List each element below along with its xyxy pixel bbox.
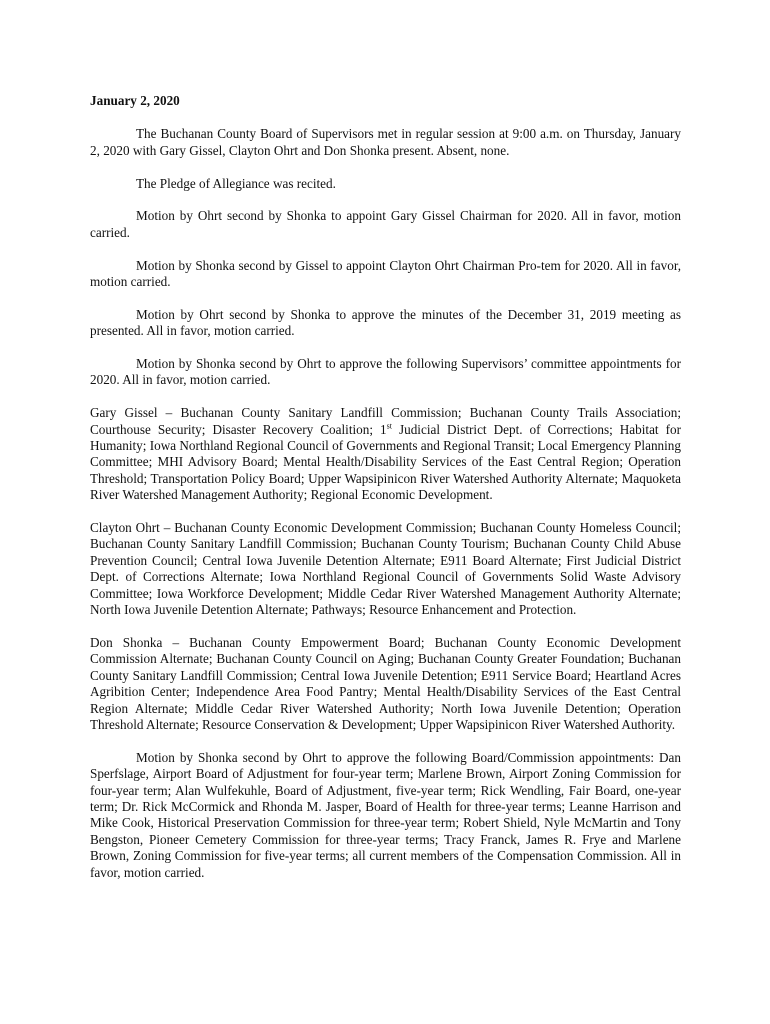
meeting-date: January 2, 2020 <box>90 93 180 108</box>
chairman-pro-tem-motion: Motion by Shonka second by Gissel to appoint Clayton Ohrt Chairman Pro-tem for 2020. All in favor, motion carried. <box>90 257 681 290</box>
gissel-assignments <box>90 405 681 503</box>
shonka-assignments: Don Shonka – Buchanan County Empowerment Board; Buchanan County Economic Development Commission Alternate; Buchanan County Council on Aging; Buchanan County Greater Foundation; Buchanan County Sanitary Landfill Commission; Central Iowa Juvenile Detention; E911 Service Board; Heartland Acres Agribition Center; Independence Area Food Pantry; Mental Health/Disability Services of the East Central Region Alternate; Middle Cedar River Watershed Authority; North Iowa Juvenile Detention; Operation Threshold Alternate; Resource Conservation & Development; Upper Wapsipinicon River Watershed Authority. <box>90 634 681 732</box>
minutes-approval-motion: Motion by Ohrt second by Shonka to approve the minutes of the December 31, 2019 meeting as presented. All in favor, motion carried. <box>90 306 681 339</box>
session-opening: The Buchanan County Board of Supervisors met in regular session at 9:00 a.m. on Thursday, January 2, 2020 with Gary Gissel, Clayton Ohrt and Don Shonka present. Absent, none. <box>90 126 681 158</box>
chairman-motion: Motion by Ohrt second by Shonka to appoint Gary Gissel Chairman for 2020. All in favor, motion carried. <box>90 208 681 240</box>
minutes-page <box>90 93 681 897</box>
ohrt-assignments: Clayton Ohrt – Buchanan County Economic Development Commission; Buchanan County Homeless Council; Buchanan County Sanitary Landfill Commission; Buchanan County Tourism; Buchanan County Child Abuse Prevention Council; Central Iowa Juvenile Detention Alternate; E911 Board Alternate; First Judicial District Dept. of Corrections Alternate; Iowa Northland Regional Council of Governments Solid Waste Advisory Committee; Iowa Workforce Development; Middle Cedar River Watershed Management Authority Alternate; North Iowa Juvenile Detention Alternate; Pathways; Resource Enhancement and Protection. <box>90 520 681 618</box>
ordinal-suffix: st <box>386 421 392 431</box>
gissel-assignments-part1: Gary Gissel – Buchanan County Sanitary Landfill Commission; Buchanan County Trails Association; Courthouse Security; Disaster Recovery Coalition; 1 <box>90 405 681 437</box>
board-appointments-motion: Motion by Shonka second by Ohrt to approve the following Board/Commission appointments: Dan Sperfslage, Airport Board of Adjustment for four-year term; Marlene Brown, Airport Zoning Commission for four-year term; Alan Wulfekuhle, Board of Adjustment, five-year term; Rick Wendling, Fair Board, one-year term; Dr. Rick McCormick and Rhonda M. Jasper, Board of Health for three-year terms; Leanne Harrison and Mike Cook, Historical Preservation Commission for three-year term; Robert Shield, Nyle McMartin and Tony Bengston, Pioneer Cemetery Commission for three-year terms; Tracy Franck, James R. Frye and Marlene Brown, Zoning Commission for five-year terms; all current members of the Compensation Commission. All in favor, motion carried. <box>90 749 681 880</box>
gissel-assignments-part2: Judicial District Dept. of Corrections; Habitat for Humanity; Iowa Northland Regional Council of Governments and Regional Transit; Local Emergency Planning Committee; MHI Advisory Board; Mental Health/Disability Services of the East Central Region; Operation Threshold; Transportation Policy Board; Upper Wapsipinicon River Watershed Authority Alternate; Maquoketa River Watershed Management Authority; Regional Economic Development. <box>90 421 681 503</box>
committee-appointments-motion: Motion by Shonka second by Ohrt to approve the following Supervisors’ committee appointments for 2020. All in favor, motion carried. <box>90 356 681 388</box>
pledge-paragraph: The Pledge of Allegiance was recited. <box>136 175 336 191</box>
